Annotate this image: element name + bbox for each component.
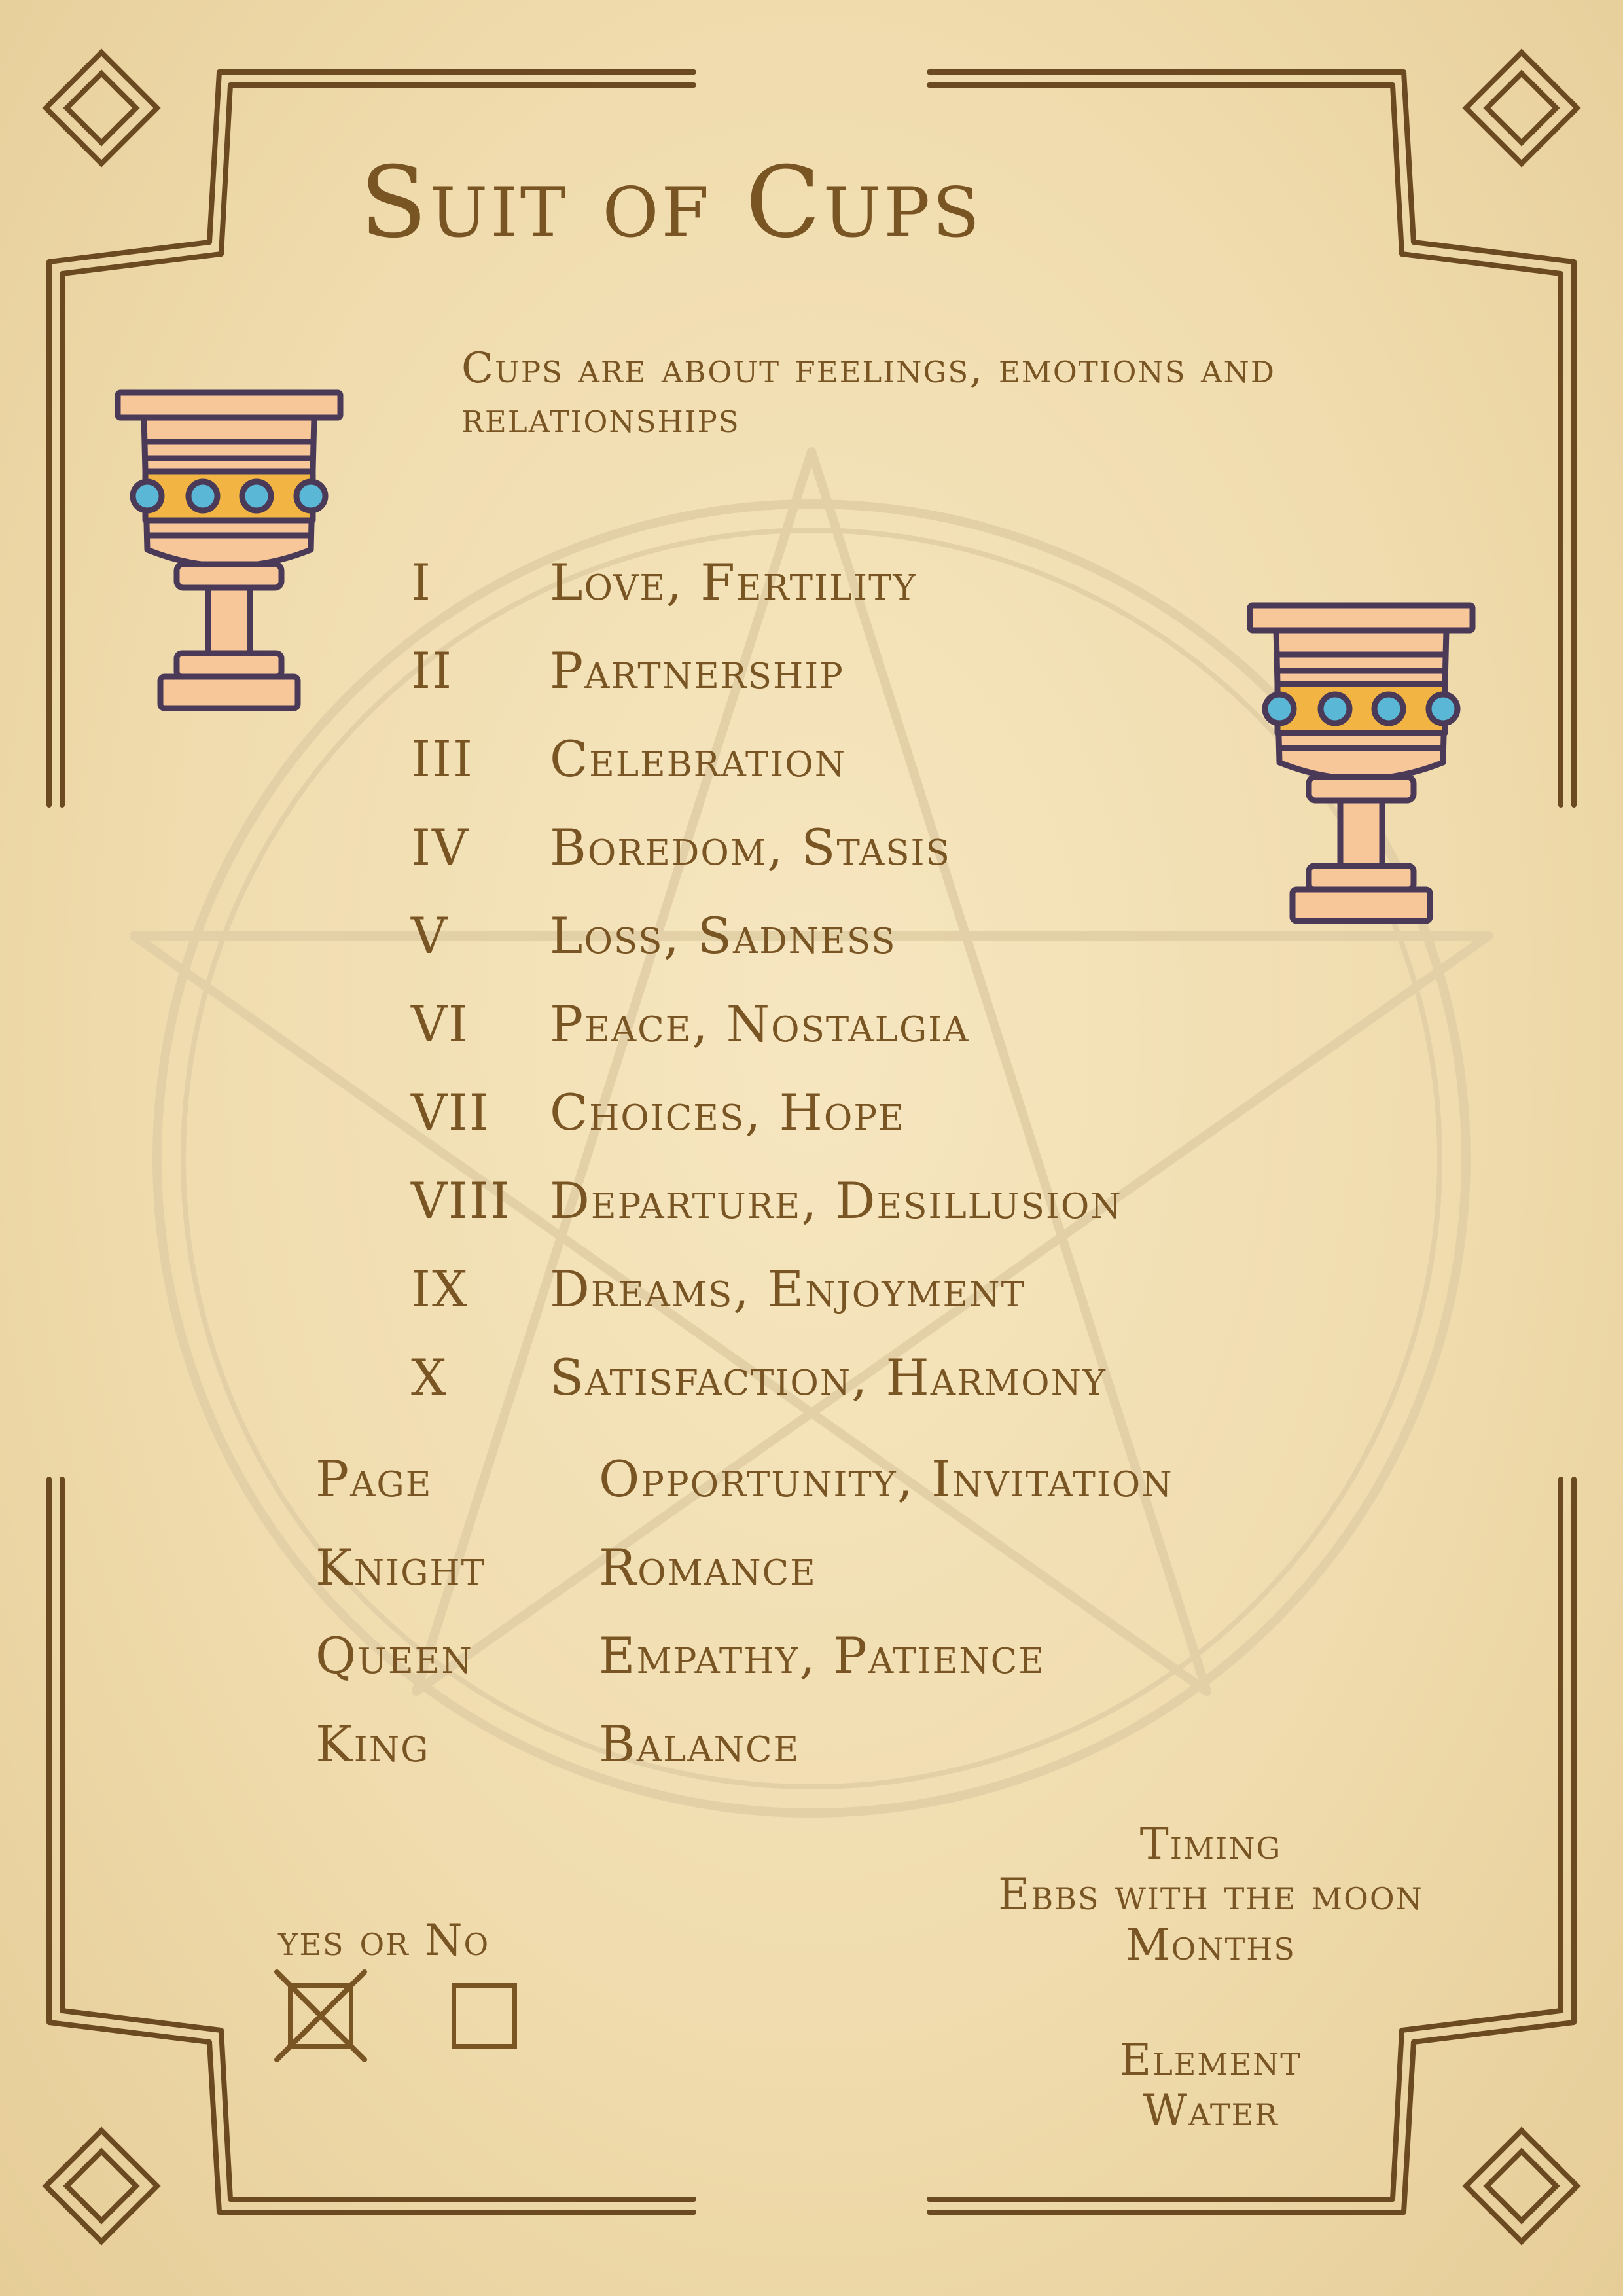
element-heading: Element — [1120, 2035, 1302, 2085]
card-numeral: III — [411, 730, 474, 788]
yes-checkbox[interactable] — [288, 1983, 353, 2049]
court-meaning: Empathy, Patience — [599, 1626, 1045, 1685]
card-numeral: V — [411, 906, 448, 965]
court-meaning: Balance — [599, 1715, 800, 1773]
card-meaning: Love, Fertility — [550, 553, 918, 611]
card-numeral: IX — [411, 1260, 469, 1318]
card-numeral: I — [411, 553, 433, 611]
check-x-icon — [272, 1967, 370, 2065]
timing-line-1: Ebbs with the moon — [998, 1869, 1423, 1920]
card-meaning: Choices, Hope — [550, 1083, 905, 1141]
card-meaning: Partnership — [550, 641, 844, 700]
card-numeral: X — [411, 1348, 448, 1407]
diamond-ornament-top-left — [46, 52, 157, 164]
diamond-ornament-bottom-left — [46, 2130, 157, 2242]
court-rank: Page — [315, 1450, 433, 1508]
diamond-ornament-top-right — [1466, 52, 1577, 164]
card-meaning: Satisfaction, Harmony — [550, 1348, 1107, 1407]
chalice-icon — [111, 386, 353, 726]
page-title: Suit of Cups — [360, 146, 982, 260]
card-numeral: VII — [411, 1083, 490, 1141]
card-numeral: VI — [411, 995, 469, 1053]
court-meaning: Opportunity, Invitation — [599, 1450, 1173, 1508]
card-numeral: IV — [411, 818, 469, 876]
court-rank: King — [315, 1715, 430, 1773]
card-meaning: Loss, Sadness — [550, 906, 897, 965]
card-meaning: Celebration — [550, 730, 847, 788]
card-meaning: Boredom, Stasis — [550, 818, 951, 876]
timing-heading: Timing — [1139, 1819, 1282, 1869]
card-meaning: Departure, Desillusion — [550, 1172, 1122, 1230]
page-subtitle: Cups are about feelings, emotions and relationships — [461, 344, 1275, 442]
no-checkbox[interactable] — [452, 1983, 517, 2049]
card-numeral: VIII — [411, 1172, 511, 1230]
timing-line-2: Months — [1126, 1920, 1296, 1970]
chalice-icon — [1243, 599, 1486, 939]
card-meaning: Dreams, Enjoyment — [550, 1260, 1026, 1318]
diamond-ornament-bottom-right — [1466, 2130, 1577, 2242]
court-rank: Knight — [315, 1538, 486, 1596]
court-meaning: Romance — [599, 1538, 817, 1596]
element-value: Water — [1143, 2085, 1279, 2136]
card-meaning: Peace, Nostalgia — [550, 995, 970, 1053]
court-rank: Queen — [315, 1626, 473, 1685]
card-numeral: II — [411, 641, 454, 700]
yes-or-no-label: yes or No — [278, 1915, 490, 1965]
